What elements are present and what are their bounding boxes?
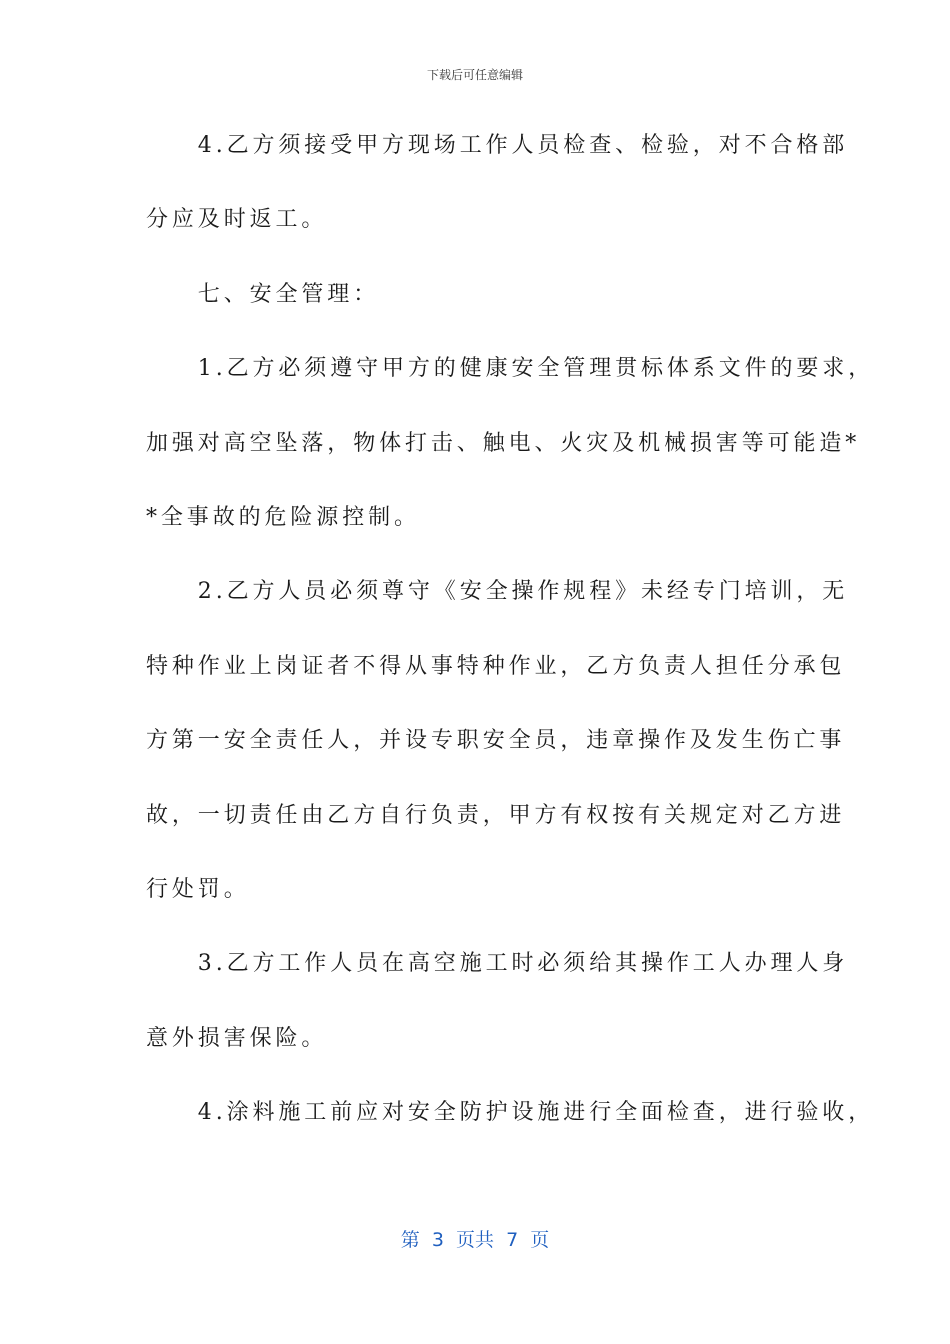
body-line: *全事故的危险源控制。	[146, 505, 420, 530]
body-line: 4.乙方须接受甲方现场工作人员检查、检验，对不合格部	[146, 133, 849, 158]
body-line: 意外损害保险。	[146, 1026, 328, 1051]
body-line: 方第一安全责任人，并设专职安全员，违章操作及发生伤亡事	[146, 728, 846, 753]
body-line: 2.乙方人员必须尊守《安全操作规程》未经专门培训，无	[146, 579, 849, 604]
body-line: 特种作业上岗证者不得从事特种作业，乙方负责人担任分承包	[146, 654, 846, 679]
body-line: 4.涂料施工前应对安全防护设施进行全面检查，进行验收，	[146, 1100, 875, 1125]
body-line: 故，一切责任由乙方自行负责，甲方有权按有关规定对乙方进	[146, 803, 846, 828]
body-line: 1.乙方必须遵守甲方的健康安全管理贯标体系文件的要求，	[146, 356, 875, 381]
body-line: 行处罚。	[146, 877, 250, 902]
body-line: 3.乙方工作人员在高空施工时必须给其操作工人办理人身	[146, 951, 849, 976]
body-line: 加强对高空坠落，物体打击、触电、火灾及机械损害等可能造*	[146, 431, 861, 456]
page-number-footer: 第 3 页共 7 页	[400, 1229, 550, 1251]
body-line: 分应及时返工。	[146, 207, 328, 232]
section-heading: 七、安全管理：	[146, 282, 380, 307]
page-header: 下载后可任意编辑	[426, 68, 523, 82]
